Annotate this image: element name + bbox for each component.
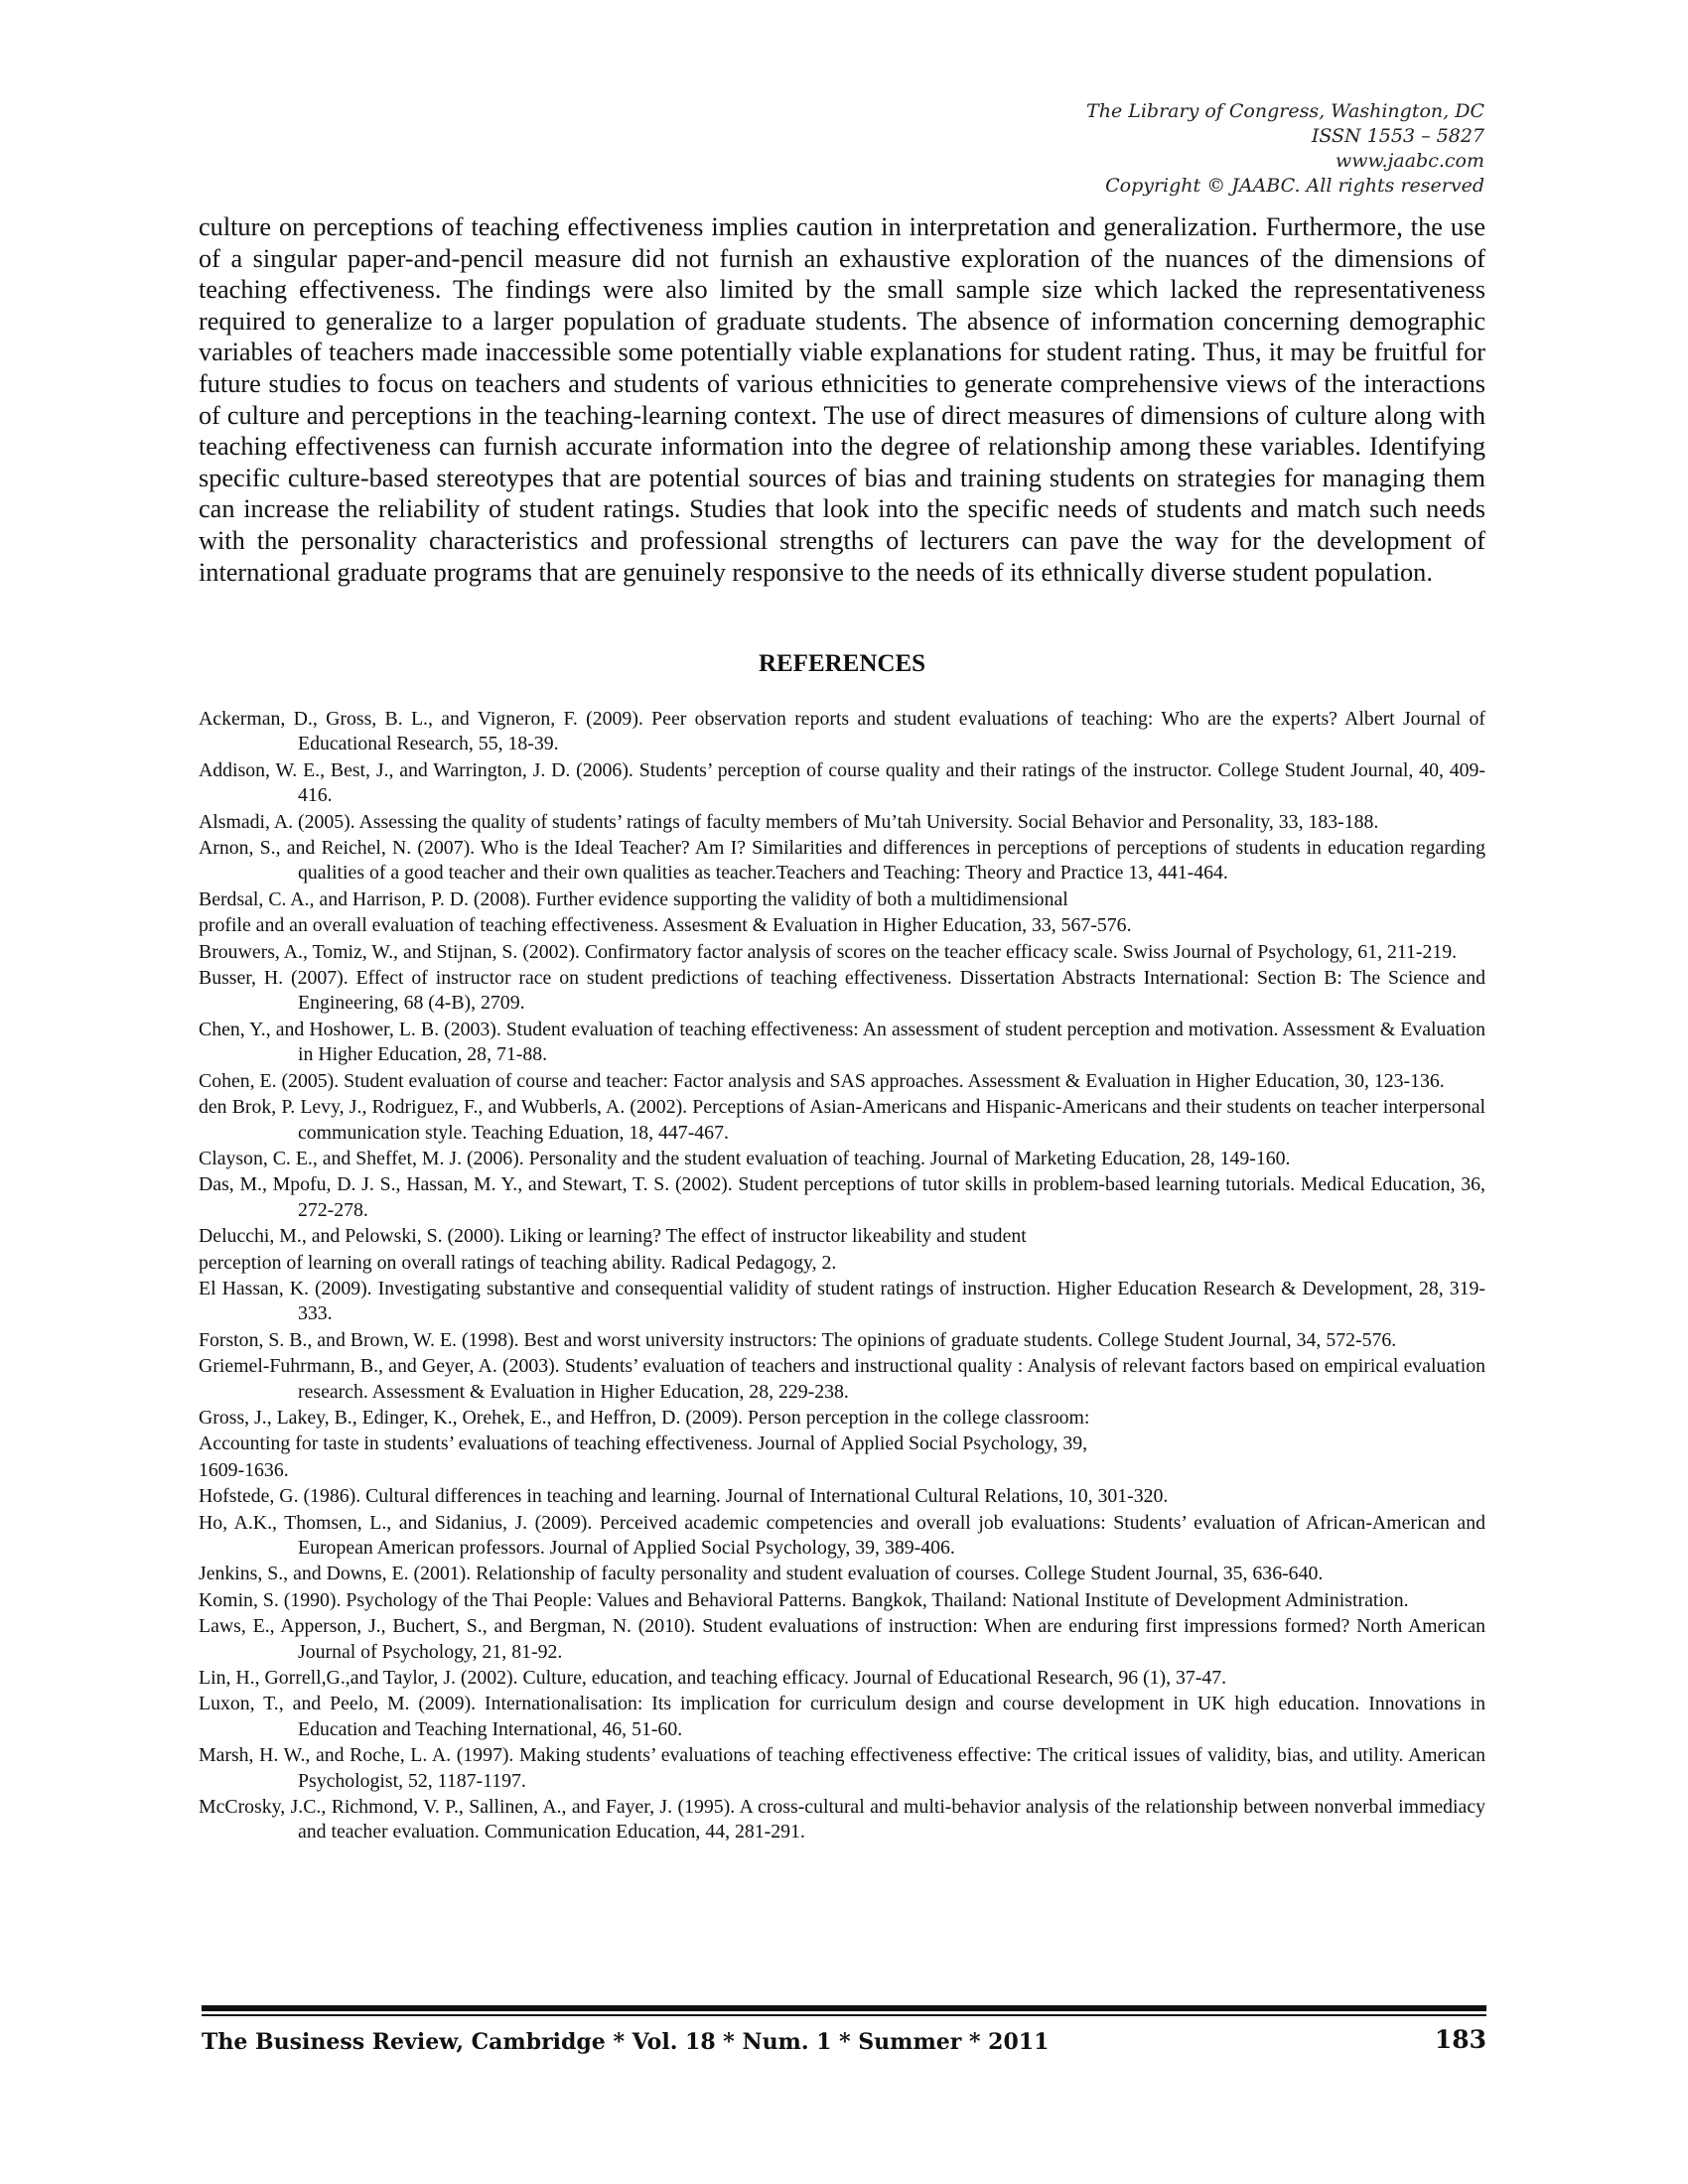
publication-header	[789, 99, 1484, 199]
reference-item: Hofstede, G. (1986). Cultural differences in teaching and learning. Journal of International Cultural Relations, 10, 301-320.	[199, 1485, 1169, 1508]
reference-item: Chen, Y., and Hoshower, L. B. (2003). Student evaluation of teaching effectiveness: An assessment of student perception and motivation. Assessment & Evaluation in Higher Education, 28, 71-88.	[199, 1018, 1485, 1066]
reference-item: Berdsal, C. A., and Harrison, P. D. (2008). Further evidence supporting the validity of both a multidimensional	[199, 887, 1068, 910]
reference-item: Busser, H. (2007). Effect of instructor race on student predictions of teaching effectiveness. Dissertation Abstracts International: Section B: The Science and Engineering, 68 (4-B), 2709.	[199, 967, 1485, 1015]
header-line-copyright: Copyright © JAABC. All rights reserved	[1105, 175, 1484, 197]
references-heading: REFERENCES	[758, 650, 926, 677]
reference-item: McCrosky, J.C., Richmond, V. P., Sallinen, A., and Fayer, J. (1995). A cross-cultural and multi-behavior analysis of the relationship between nonverbal immediacy and teacher evaluation. Communication Education, 44, 281-291.	[199, 1796, 1485, 1843]
reference-item: Brouwers, A., Tomiz, W., and Stijnan, S. (2002). Confirmatory factor analysis of scores on the teacher efficacy scale. Swiss Journal of Psychology, 61, 211-219.	[199, 940, 1458, 963]
reference-item: Griemel-Fuhrmann, B., and Geyer, A. (2003). Students’ evaluation of teachers and instructional quality : Analysis of relevant factors based on empirical evaluation research. Assessment & Evaluation in Higher Education, 28, 229-238.	[199, 1355, 1485, 1403]
reference-item: Alsmadi, A. (2005). Assessing the quality of students’ ratings of faculty members of Mu’tah University. Social Behavior and Personality, 33, 183-188.	[199, 810, 1379, 833]
reference-item: Clayson, C. E., and Sheffet, M. J. (2006). Personality and the student evaluation of teaching. Journal of Marketing Education, 28, 149-160.	[199, 1147, 1291, 1169]
footer-journal-citation: The Business Review, Cambridge * Vol. 18 * Num. 1 * Summer * 2011	[202, 2029, 1050, 2055]
reference-item: profile and an overall evaluation of teaching effectiveness. Assesment & Evaluation in Higher Education, 33, 567-576.	[199, 914, 1132, 937]
references-list	[199, 707, 1485, 1846]
reference-item: Das, M., Mpofu, D. J. S., Hassan, M. Y., and Stewart, T. S. (2002). Student perceptions of tutor skills in problem-based learning tutorials. Medical Education, 36, 272-278.	[199, 1173, 1485, 1221]
reference-item: Luxon, T., and Peelo, M. (2009). Internationalisation: Its implication for curriculum design and course development in UK high education. Innovations in Education and Teaching International, 46, 51-60.	[199, 1693, 1485, 1740]
reference-item: Lin, H., Gorrell,G.,and Taylor, J. (2002). Culture, education, and teaching efficacy. Journal of Educational Research, 96 (1), 37-47.	[199, 1667, 1227, 1690]
reference-item: Ackerman, D., Gross, B. L., and Vigneron, F. (2009). Peer observation reports and student evaluations of teaching: Who are the experts? Albert Journal of Educational Research, 55, 18-39.	[199, 708, 1485, 755]
header-line-website: www.jaabc.com	[1335, 150, 1484, 172]
reference-item: Ho, A.K., Thomsen, L., and Sidanius, J. (2009). Perceived academic competencies and overall job evaluations: Students’ evaluation of African-American and European American professors. Journal of Applied Social Psychology, 39, 389-406.	[199, 1511, 1485, 1559]
reference-item: Marsh, H. W., and Roche, L. A. (1997). Making students’ evaluations of teaching effectiveness effective: The critical issues of validity, bias, and utility. American Psychologist, 52, 1187-1197.	[199, 1744, 1485, 1792]
reference-item: Laws, E., Apperson, J., Buchert, S., and Bergman, N. (2010). Student evaluations of instruction: When are enduring first impressions formed? North American Journal of Psychology, 21, 81-92.	[199, 1615, 1485, 1663]
reference-item: den Brok, P. Levy, J., Rodriguez, F., and Wubberls, A. (2002). Perceptions of Asian-Americans and Hispanic-Americans and their students on teacher interpersonal communication style. Teaching Eduation, 18, 447-467.	[199, 1096, 1485, 1144]
header-line-issn: ISSN 1553 – 5827	[1311, 125, 1484, 147]
reference-item: Delucchi, M., and Pelowski, S. (2000). Liking or learning? The effect of instructor likeability and student	[199, 1225, 1027, 1248]
footer-divider-thick	[202, 2005, 1486, 2011]
reference-item: Gross, J., Lakey, B., Edinger, K., Orehek, E., and Heffron, D. (2009). Person perception in the college classroom:	[199, 1406, 1090, 1429]
reference-item: Forston, S. B., and Brown, W. E. (1998). Best and worst university instructors: The opinions of graduate students. College Student Journal, 34, 572-576.	[199, 1328, 1397, 1351]
reference-item: Jenkins, S., and Downs, E. (2001). Relationship of faculty personality and student evaluation of courses. College Student Journal, 35, 636-640.	[199, 1563, 1324, 1585]
reference-item: 1609-1636.	[199, 1458, 289, 1481]
footer-divider-thin	[202, 2014, 1486, 2016]
header-line-library: The Library of Congress, Washington, DC	[1086, 100, 1484, 122]
reference-item: Arnon, S., and Reichel, N. (2007). Who is the Ideal Teacher? Am I? Similarities and differences in perceptions of perceptions of students in education regarding qualities of a good teacher and their own qualities as teacher.Teachers and Teaching: Theory and Practice 13, 441-464.	[199, 837, 1485, 885]
reference-item: Cohen, E. (2005). Student evaluation of course and teacher: Factor analysis and SAS approaches. Assessment & Evaluation in Higher Education, 30, 123-136.	[199, 1069, 1445, 1092]
reference-item: Komin, S. (1990). Psychology of the Thai People: Values and Behavioral Patterns. Bangkok, Thailand: National Institute of Development Administration.	[199, 1588, 1409, 1611]
reference-item: Addison, W. E., Best, J., and Warrington, J. D. (2006). Students’ perception of course quality and their ratings of the instructor. College Student Journal, 40, 409-416.	[199, 758, 1485, 807]
body-paragraph: culture on perceptions of teaching effectiveness implies caution in interpretation and generalization. Furthermore, the use of a singular paper-and-pencil measure did not furnish an exhaustive exploration of the nuances of the dimensions of teaching effectiveness. The findings were also limited by the small sample size which lacked the representativeness required to generalize to a larger population of graduate students. The absence of information concerning demographic variables of teachers made inaccessible some potentially viable explanations for student rating. Thus, it may be fruitful for future studies to focus on teachers and students of various ethnicities to generate comprehensive views of the interactions of culture and perceptions in the teaching-learning context. The use of direct measures of dimensions of culture along with teaching effectiveness can furnish accurate information into the degree of relationship among these variables. Identifying specific culture-based stereotypes that are potential sources of bias and training students on strategies for managing them can increase the reliability of student ratings. Studies that look into the specific needs of students and match such needs with the personality characteristics and professional strengths of lecturers can pave the way for the development of international graduate programs that are genuinely responsive to the needs of its ethnically diverse student population.	[199, 212, 1485, 587]
reference-item: El Hassan, K. (2009). Investigating substantive and consequential validity of student ratings of instruction. Higher Education Research & Development, 28, 319-333.	[199, 1277, 1485, 1325]
page-number: 183	[1434, 2025, 1486, 2054]
reference-item: Accounting for taste in students’ evaluations of teaching effectiveness. Journal of Applied Social Psychology, 39,	[199, 1433, 1088, 1455]
reference-item: perception of learning on overall ratings of teaching ability. Radical Pedagogy, 2.	[199, 1251, 837, 1274]
